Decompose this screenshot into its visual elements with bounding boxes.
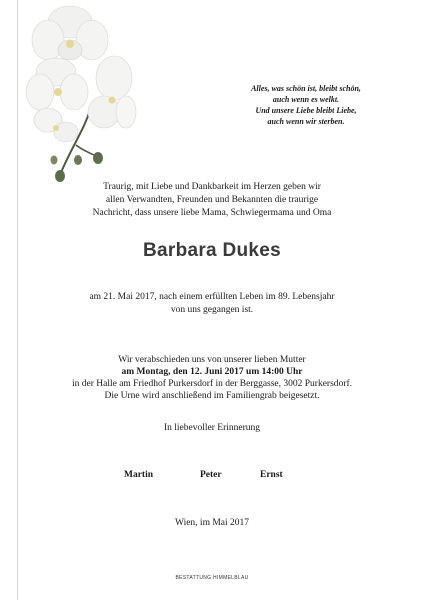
life-text — [60, 291, 364, 317]
memorial-quote — [226, 83, 386, 127]
deceased-name: Barbara Dukes — [142, 240, 282, 261]
life-line: von uns gegangen ist. — [170, 305, 254, 315]
quote-line: Und unsere Liebe bleibt Liebe, — [255, 106, 357, 115]
intro-text — [60, 181, 364, 220]
farewell-line: Wir verabschieden uns von unserer lieben Mutter — [118, 355, 306, 365]
funeral-details — [50, 354, 374, 402]
urn-burial-note: Die Urne wird anschließend im Familiengrab beigesetzt. — [104, 391, 320, 401]
intro-line: allen Verwandten, Freunden und Bekannten die traurige — [105, 195, 319, 205]
intro-line: Nachricht, dass unsere liebe Mama, Schwiegermama und Oma — [92, 208, 332, 218]
memory-text: In liebevoller Erinnerung — [163, 423, 261, 433]
life-line: am 21. Mai 2017, nach einem erfüllten Leben im 89. Lebensjahr — [89, 292, 335, 302]
signer-name: Martin — [124, 470, 154, 480]
funeral-home-footer: BESTATTUNG HIMMELBLAU — [175, 575, 249, 581]
quote-line: auch wenn es welkt. — [272, 95, 340, 104]
quote-line: auch wenn wir sterben. — [267, 117, 345, 126]
signer-name: Peter — [200, 470, 222, 480]
place-date: Wien, im Mai 2017 — [174, 518, 250, 528]
funeral-date-time: am Montag, den 12. Juni 2017 um 14:00 Uhr — [121, 367, 303, 377]
quote-line: Alles, was schön ist, bleibt schön, — [251, 84, 361, 93]
intro-line: Traurig, mit Liebe und Dankbarkeit im Herzen geben wir — [103, 182, 321, 192]
funeral-location: in der Halle am Friedhof Purkersdorf in der Berggasse, 3002 Purkersdorf. — [71, 379, 352, 389]
orchid-flower-image — [18, 0, 138, 190]
signers-row — [60, 470, 364, 484]
signer-name: Ernst — [260, 470, 283, 480]
